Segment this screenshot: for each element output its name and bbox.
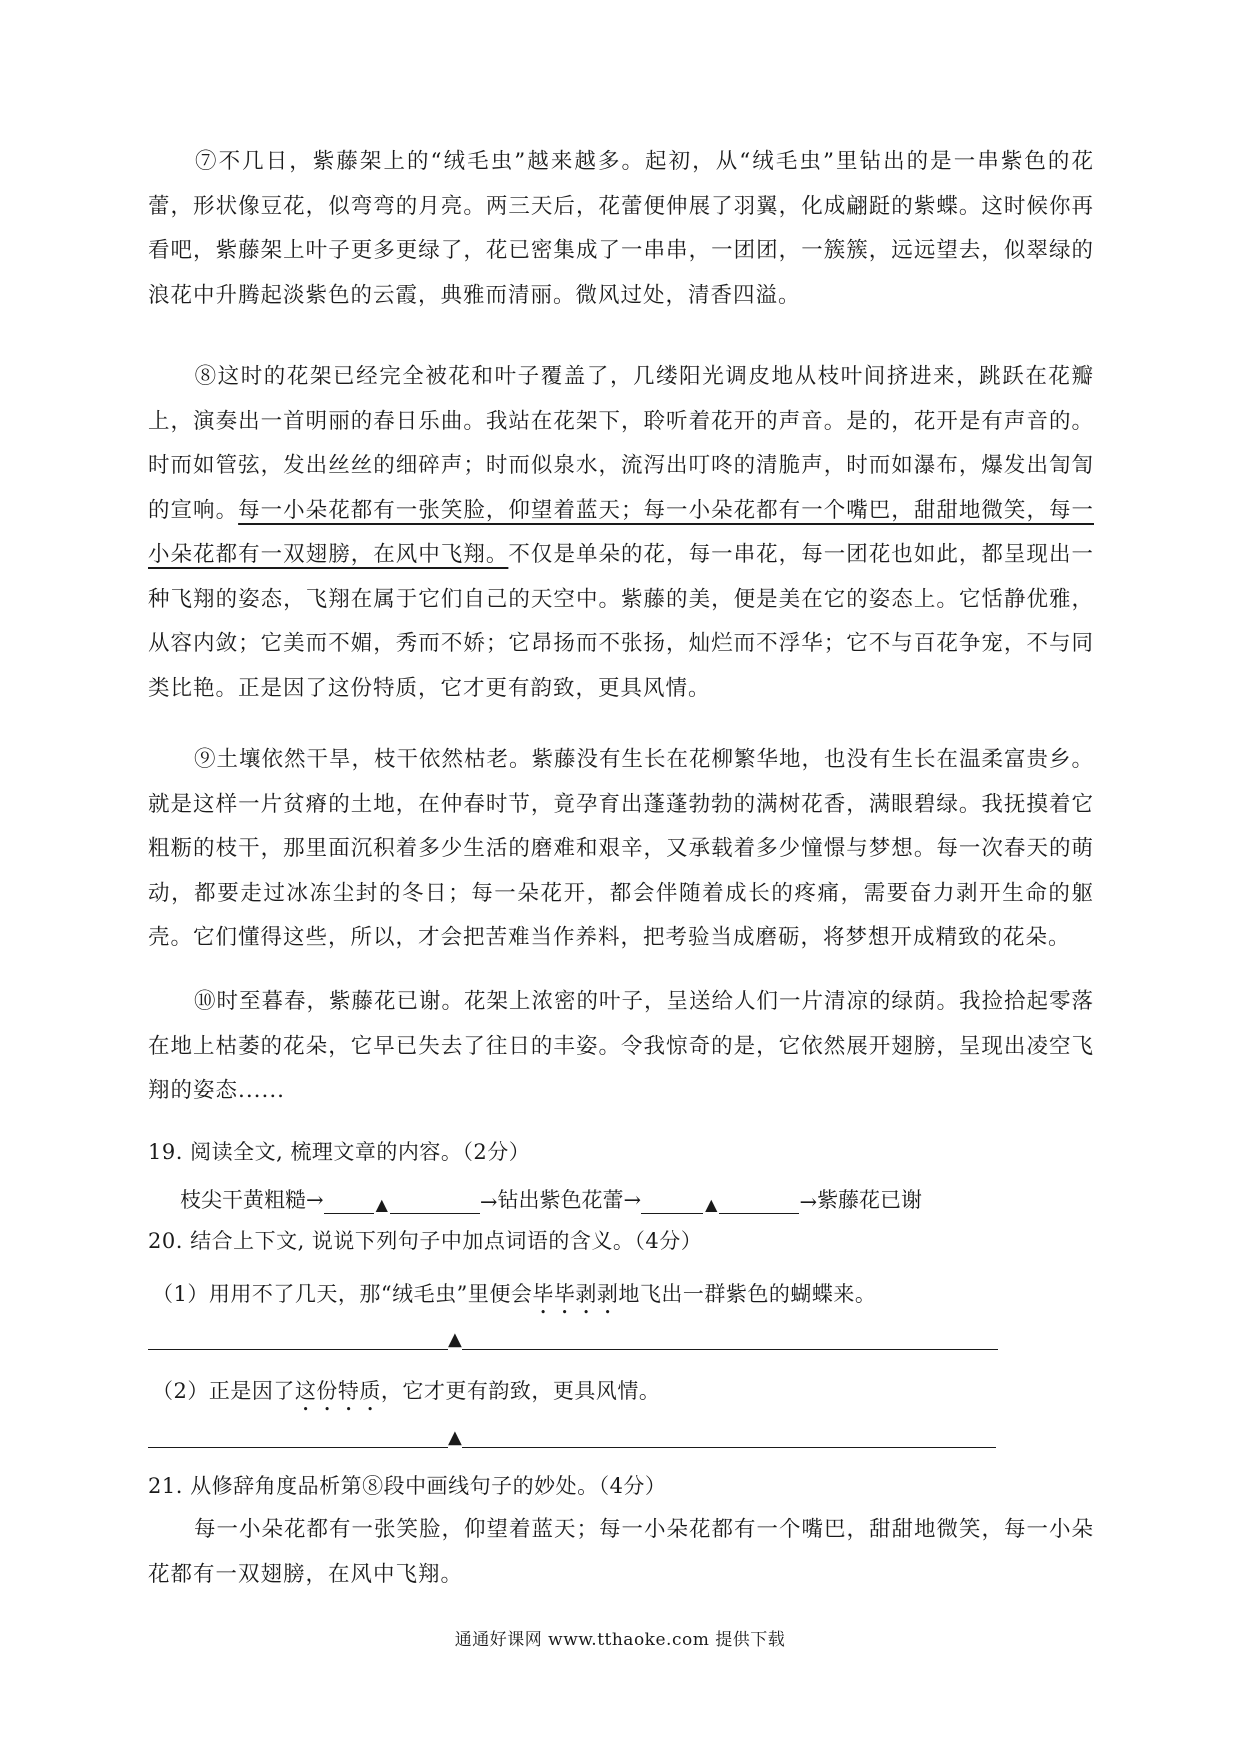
answer-line-1-left[interactable]	[148, 1323, 448, 1350]
question-21-quote-text: 每一小朵花都有一张笑脸，仰望着蓝天；每一小朵花都有一个嘴巴，甜甜地微笑，每一小朵花都有一双翅膀，在风中飞翔。	[148, 1517, 1095, 1587]
answer-line-2-left[interactable]	[148, 1421, 448, 1448]
page-footer: 通通好课网 www.tthaoke.com 提供下载	[454, 1630, 786, 1650]
triangle-marker-2: ▲	[705, 1195, 718, 1214]
answer-blank-2a[interactable]	[641, 1191, 703, 1214]
question-21-quote	[148, 1508, 1094, 1597]
paragraph-8	[148, 355, 1094, 711]
flow-step-3: 紫藤花已谢	[817, 1188, 923, 1212]
triangle-marker-1: ▲	[375, 1195, 388, 1214]
sentence-1-before: （1）用用不了几天，那“绒毛虫”里便会	[152, 1282, 533, 1306]
paragraph-10-text: ⑩时至暮春，紫藤花已谢。花架上浓密的叶子，呈送给人们一片清凉的绿荫。我捡拾起零落在地上枯萎的花朵，它早已失去了往日的丰姿。令我惊奇的是，它依然展开翅膀，呈现出凌空飞翔的姿态......	[148, 989, 1095, 1103]
paragraph-10	[148, 980, 1094, 1114]
paragraph-8-before: ⑧这时的花架已经完全被花和叶子覆盖了，几缕阳光调皮地从枝叶间挤进来，跳跃在花瓣上，演奏出一首明丽的春日乐曲。我站在花架下，聆听着花开的声音。是的，花开是有声音的。时而如管弦，发出丝丝的细碎声；时而似泉水，流泻出叮咚的清脆声，时而如瀑布，爆发出訇訇的宣响。	[148, 364, 1094, 523]
paragraph-7-text: ⑦不几日，紫藤架上的“绒毛虫”越来越多。起初，从“绒毛虫”里钻出的是一串紫色的花蕾，形状像豆花，似弯弯的月亮。两三天后，花蕾便伸展了羽翼，化成翩跹的紫蝶。这时候你再看吧，紫藤架上叶子更多更绿了，花已密集成了一串串，一团团，一簇簇，远远望去，似翠绿的浪花中升腾起淡紫色的云霞，典雅而清丽。微风过处，清香四溢。	[148, 149, 1094, 308]
sentence-1-after: 地飞出一群紫色的蝴蝶来。	[618, 1282, 877, 1306]
paragraph-8-underlined-sentence: 每一小朵花都有一张笑脸，仰望着蓝天；每一小朵花都有一个嘴巴，甜甜地微笑，每一小朵花都有一双翅膀，在风中飞翔。	[148, 497, 1094, 567]
question-19-flow	[180, 1184, 922, 1214]
question-21-title: 21. 从修辞角度品析第⑧段中画线句子的妙处。（4分）	[148, 1474, 667, 1498]
flow-step-2: 钻出紫色花蕾→	[497, 1188, 642, 1212]
paragraph-9-text: ⑨土壤依然干旱，枝干依然枯老。紫藤没有生长在花柳繁华地，也没有生长在温柔富贵乡。就是这样一片贫瘠的土地，在仲春时节，竟孕育出蓬蓬勃勃的满树花香，满眼碧绿。我抚摸着它粗粝的枝干，那里面沉积着多少生活的磨难和艰辛，又承载着多少憧憬与梦想。每一次春天的萌动，都要走过冰冻尘封的冬日；每一朵花开，都会伴随着成长的疼痛，需要奋力剥开生命的躯壳。它们懂得这些，所以，才会把苦难当作养料，把考验当成磨砺，将梦想开成精致的花朵。	[148, 747, 1095, 950]
answer-line-2-right[interactable]	[462, 1421, 996, 1448]
flow-step-1: 枝尖干黄粗糙→	[180, 1188, 324, 1212]
triangle-marker-4: ▲	[448, 1427, 462, 1448]
answer-line-1[interactable]	[148, 1322, 998, 1350]
answer-line-1-right[interactable]	[462, 1323, 998, 1350]
question-20-sentence-1	[152, 1278, 876, 1319]
paragraph-7	[148, 140, 1094, 318]
question-19-title: 19. 阅读全文, 梳理文章的内容。（2分）	[148, 1140, 531, 1164]
sentence-1-dotted-words: 毕毕剥剥	[532, 1282, 619, 1306]
answer-blank-1a[interactable]	[324, 1191, 374, 1214]
paragraph-9	[148, 738, 1094, 961]
answer-line-2[interactable]	[148, 1420, 996, 1448]
sentence-2-dotted-words: 这份特质	[294, 1379, 381, 1403]
answer-blank-2b[interactable]	[719, 1191, 799, 1214]
sentence-2-before: （2）正是因了	[152, 1379, 295, 1403]
sentence-2-after: ，它才更有韵致，更具风情。	[380, 1379, 661, 1403]
triangle-marker-3: ▲	[448, 1329, 462, 1350]
flow-arrow-1: →	[479, 1190, 498, 1214]
question-20-title: 20. 结合上下文, 说说下列句子中加点词语的含义。（4分）	[148, 1229, 703, 1253]
question-20-sentence-2	[152, 1375, 660, 1416]
flow-arrow-2: →	[799, 1190, 818, 1214]
answer-blank-1b[interactable]	[390, 1191, 480, 1214]
paragraph-8-after: 不仅是单朵的花，每一串花，每一团花也如此，都呈现出一种飞翔的姿态，飞翔在属于它们自己的天空中。紫藤的美，便是美在它的姿态上。它恬静优雅，从容内敛；它美而不媚，秀而不娇；它昂扬而不张扬，灿烂而不浮华；它不与百花争宠，不与同类比艳。正是因了这份特质，它才更有韵致，更具风情。	[148, 542, 1094, 701]
